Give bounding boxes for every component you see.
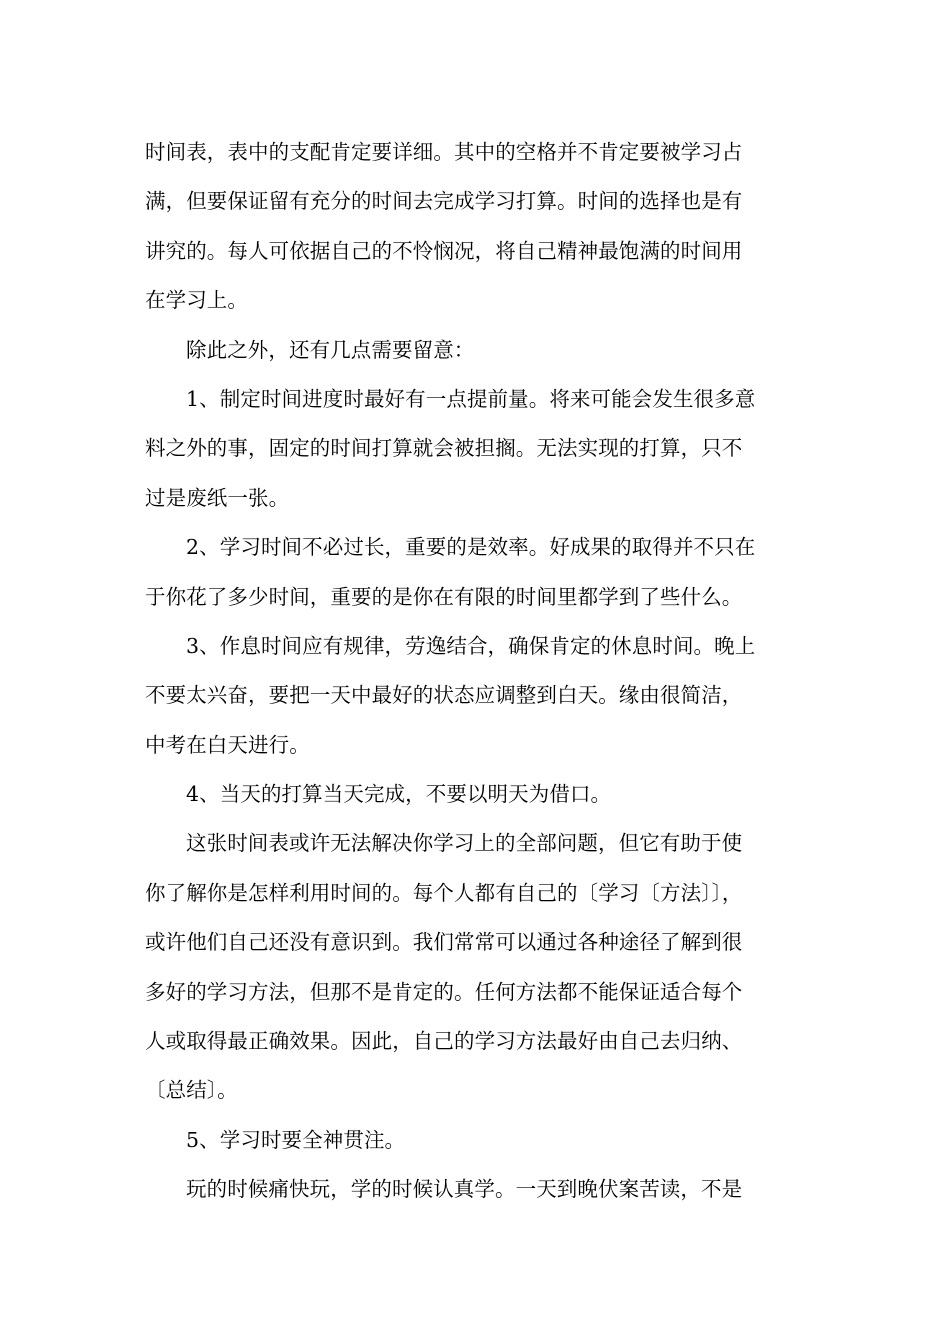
text-line: 1、制定时间进度时最好有一点提前量。将来可能会发生很多意: [186, 386, 756, 411]
text-line: 2、学习时间不必过长，重要的是效率。好成果的取得并不只在: [186, 535, 756, 560]
text-line: 时间表，表中的支配肯定要详细。其中的空格并不肯定要被学习占: [145, 140, 743, 164]
text-line: 过是废纸一张。: [145, 485, 290, 510]
text-line: 你了解你是怎样利用时间的。每个人都有自己的〔学习〔方法〕〕，: [145, 880, 743, 905]
document-body: [145, 128, 815, 1215]
text-line: 满，但要保证留有充分的时间去完成学习打算。时间的选择也是有: [145, 189, 743, 214]
text-line: 中考在白天进行。: [145, 732, 310, 757]
text-line: 〔总结〕。: [145, 1078, 238, 1103]
text-line: 料之外的事，固定的时间打算就会被担搁。无法实现的打算，只不: [145, 436, 743, 461]
text-line: 多好的学习方法，但那不是肯定的。任何方法都不能保证适合每个: [145, 979, 743, 1004]
text-line: 人或取得最正确效果。因此，自己的学习方法最好由自己去归纳、: [145, 1029, 743, 1054]
text-line: 玩的时候痛快玩，学的时候认真学。一天到晚伏案苦读，不是: [186, 1177, 743, 1202]
text-line: 4、当天的打算当天完成，不要以明天为借口。: [186, 782, 612, 807]
text-line: 不要太兴奋，要把一天中最好的状态应调整到白天。缘由很简洁，: [145, 683, 743, 708]
text-line: 这张时间表或许无法解决你学习上的全部问题，但它有助于使: [186, 831, 743, 856]
text-line: 或许他们自己还没有意识到。我们常常可以通过各种途径了解到很: [145, 930, 743, 955]
text-line: 讲究的。每人可依据自己的不怜悯况，将自己精神最饱满的时间用: [145, 238, 743, 263]
text-line: 3、作息时间应有规律，劳逸结合，确保肯定的休息时间。晚上: [186, 633, 756, 658]
text-line: 在学习上。: [145, 288, 248, 313]
text-line: 于你花了多少时间，重要的是你在有限的时间里都学到了些什么。: [145, 584, 743, 609]
text-line: 除此之外，还有几点需要留意：: [186, 337, 475, 362]
text-line: 5、学习时要全神贯注。: [186, 1127, 406, 1152]
